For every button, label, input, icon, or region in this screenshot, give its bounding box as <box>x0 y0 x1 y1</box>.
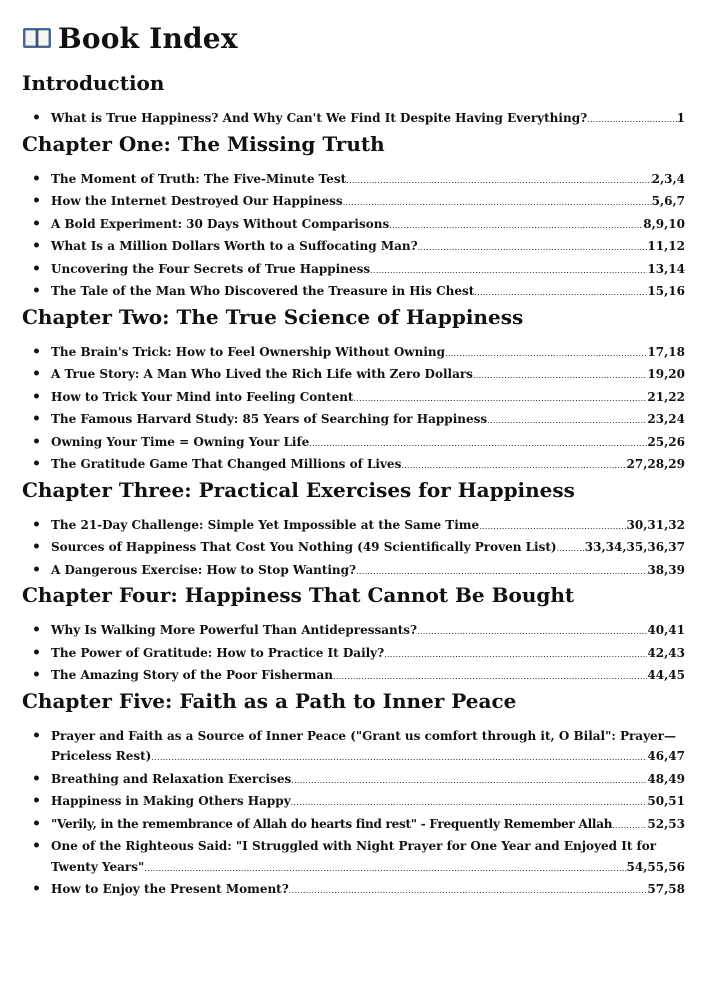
leader-dots <box>417 622 647 643</box>
leader-dots <box>557 539 585 560</box>
leader-dots <box>474 283 647 304</box>
leader-dots <box>418 238 648 259</box>
entry-title-line1: • One of the Righteous Said: "I Struggled with Night Prayer for One Year and Enjoyed It for <box>51 839 657 853</box>
leader-dots <box>612 816 647 837</box>
entry-title: • The Gratitude Game That Changed Millions of Lives <box>51 457 402 471</box>
entry-title-line2: Twenty Years" <box>51 859 145 874</box>
entry-pages: 2,3,4 <box>651 171 685 186</box>
entry-pages: 19,20 <box>647 367 685 381</box>
entry-title: • What Is a Million Dollars Worth to a Suffocating Man? <box>51 239 418 253</box>
leader-dots <box>389 216 643 237</box>
entry-title: • A True Story: A Man Who Lived the Rich Life with Zero Dollars <box>51 367 473 381</box>
index-entry[interactable] <box>30 364 685 387</box>
section-heading-chapter-three: Chapter Three: Practical Exercises for Happiness <box>22 477 575 502</box>
section-heading-chapter-five: Chapter Five: Faith as a Path to Inner Peace <box>22 688 517 713</box>
index-entry[interactable] <box>30 387 685 410</box>
entry-pages: 11,12 <box>647 239 685 253</box>
leader-dots <box>473 366 647 387</box>
index-entry[interactable] <box>30 515 685 538</box>
entry-pages: 48,49 <box>647 771 685 786</box>
leader-dots <box>144 859 626 880</box>
entry-title: • A Dangerous Exercise: How to Stop Wanting? <box>51 562 357 577</box>
entry-title: • Owning Your Time = Owning Your Life <box>51 434 310 449</box>
entry-pages: 25,26 <box>647 434 685 449</box>
entry-pages: 27,28,29 <box>626 457 685 471</box>
index-entry[interactable] <box>30 537 685 560</box>
entry-list-chapter-two <box>22 342 685 477</box>
leader-dots <box>587 110 677 131</box>
index-entry[interactable] <box>30 643 685 666</box>
entry-pages: 44,45 <box>647 668 685 682</box>
index-entry[interactable] <box>30 236 685 259</box>
index-entry[interactable] <box>30 342 685 365</box>
index-entry[interactable] <box>30 214 685 237</box>
index-entry[interactable] <box>30 169 685 192</box>
leader-dots <box>384 645 647 666</box>
leader-dots <box>289 881 648 902</box>
index-entry[interactable] <box>30 836 685 879</box>
entry-title: • A Bold Experiment: 30 Days Without Comparisons <box>51 216 390 231</box>
entry-pages: 21,22 <box>647 389 685 404</box>
entry-pages: 33,34,35,36,37 <box>584 540 685 554</box>
entry-title: • Why Is Walking More Powerful Than Antidepressants? <box>51 623 418 637</box>
page-header <box>22 18 685 58</box>
leader-dots <box>151 748 647 769</box>
entry-title: • The 21-Day Challenge: Simple Yet Impossible at the Same Time <box>51 517 480 532</box>
entry-title: • How the Internet Destroyed Our Happiness <box>51 194 343 208</box>
entry-title: • The Tale of the Man Who Discovered the Treasure in His Chest <box>51 284 475 298</box>
leader-dots <box>291 771 647 792</box>
leader-dots <box>353 389 647 410</box>
section-heading-chapter-two: Chapter Two: The True Science of Happiness <box>22 304 524 329</box>
leader-dots <box>343 193 652 214</box>
leader-dots <box>445 344 647 365</box>
leader-dots <box>333 667 647 688</box>
leader-dots <box>346 171 651 192</box>
entry-title: • "Verily, in the remembrance of Allah do hearts find rest" - Frequently Remember Allah <box>51 816 613 831</box>
entry-pages: 52,53 <box>647 816 685 831</box>
entry-pages: 8,9,10 <box>643 216 685 231</box>
entry-pages: 54,55,56 <box>626 859 685 874</box>
index-entry[interactable] <box>30 879 685 902</box>
entry-pages: 5,6,7 <box>651 194 685 208</box>
section-heading-chapter-one: Chapter One: The Missing Truth <box>22 131 385 156</box>
entry-list-chapter-three <box>22 515 685 583</box>
entry-title-line1: • Prayer and Faith as a Source of Inner Peace ("Grant us comfort through it, O Bilal": Prayer— <box>51 728 677 743</box>
entry-title: • How to Enjoy the Present Moment? <box>51 882 289 896</box>
section-heading-introduction: Introduction <box>22 71 165 95</box>
leader-dots <box>309 434 647 455</box>
entry-list-chapter-five <box>22 726 685 902</box>
index-entry[interactable] <box>30 432 685 455</box>
entry-title: • The Amazing Story of the Poor Fisherman <box>51 668 333 682</box>
entry-list-chapter-one <box>22 169 685 304</box>
entry-title: • The Brain's Trick: How to Feel Ownership Without Owning <box>51 344 446 359</box>
leader-dots <box>356 562 647 583</box>
index-entry[interactable] <box>30 191 685 214</box>
index-entry[interactable] <box>30 108 685 131</box>
index-entry[interactable] <box>30 791 685 814</box>
entry-pages: 15,16 <box>647 284 685 298</box>
index-entry[interactable] <box>30 726 685 769</box>
index-entry[interactable] <box>30 281 685 304</box>
open-book-icon <box>22 26 52 50</box>
index-entry[interactable] <box>30 454 685 477</box>
entry-pages: 50,51 <box>647 794 685 808</box>
entry-title: • How to Trick Your Mind into Feeling Content <box>51 389 354 404</box>
entry-title: • Happiness in Making Others Happy <box>51 794 291 808</box>
section-heading-chapter-four: Chapter Four: Happiness That Cannot Be Bought <box>22 583 575 607</box>
entry-title: • Uncovering the Four Secrets of True Happiness <box>51 261 371 276</box>
entry-list-chapter-four <box>22 620 685 688</box>
leader-dots <box>487 411 647 432</box>
entry-title: • Breathing and Relaxation Exercises <box>51 771 292 786</box>
leader-dots <box>479 517 626 538</box>
entry-title: • Sources of Happiness That Cost You Nothing (49 Scientifically Proven List) <box>51 540 557 554</box>
entry-title: • The Power of Gratitude: How to Practice It Daily? <box>51 645 385 660</box>
index-entry[interactable] <box>30 665 685 688</box>
index-entry[interactable] <box>30 560 685 583</box>
index-entry[interactable] <box>30 259 685 282</box>
entry-pages: 17,18 <box>647 344 685 359</box>
page-title: Book Index <box>58 21 238 55</box>
entry-pages: 30,31,32 <box>626 517 685 532</box>
entry-pages: 40,41 <box>647 623 685 637</box>
entry-pages: 1 <box>676 111 685 125</box>
index-entry[interactable] <box>30 620 685 643</box>
entry-pages: 23,24 <box>647 412 685 426</box>
entry-title-line2: Priceless Rest) <box>51 749 152 763</box>
index-entry[interactable] <box>30 769 685 792</box>
index-entry[interactable] <box>30 409 685 432</box>
leader-dots <box>291 793 648 814</box>
entry-pages: 38,39 <box>647 562 685 577</box>
entry-list-introduction <box>22 108 685 131</box>
entry-pages: 57,58 <box>647 882 685 896</box>
entry-title: • The Famous Harvard Study: 85 Years of Searching for Happiness <box>51 412 488 426</box>
leader-dots <box>401 456 626 477</box>
entry-title: • What is True Happiness? And Why Can't We Find It Despite Having Everything? <box>51 111 588 125</box>
leader-dots <box>370 261 647 282</box>
entry-pages: 13,14 <box>647 261 685 276</box>
index-entry[interactable] <box>30 814 685 837</box>
entry-pages: 42,43 <box>647 645 685 660</box>
entry-title: • The Moment of Truth: The Five-Minute Test <box>51 171 347 186</box>
entry-pages: 46,47 <box>647 749 685 763</box>
